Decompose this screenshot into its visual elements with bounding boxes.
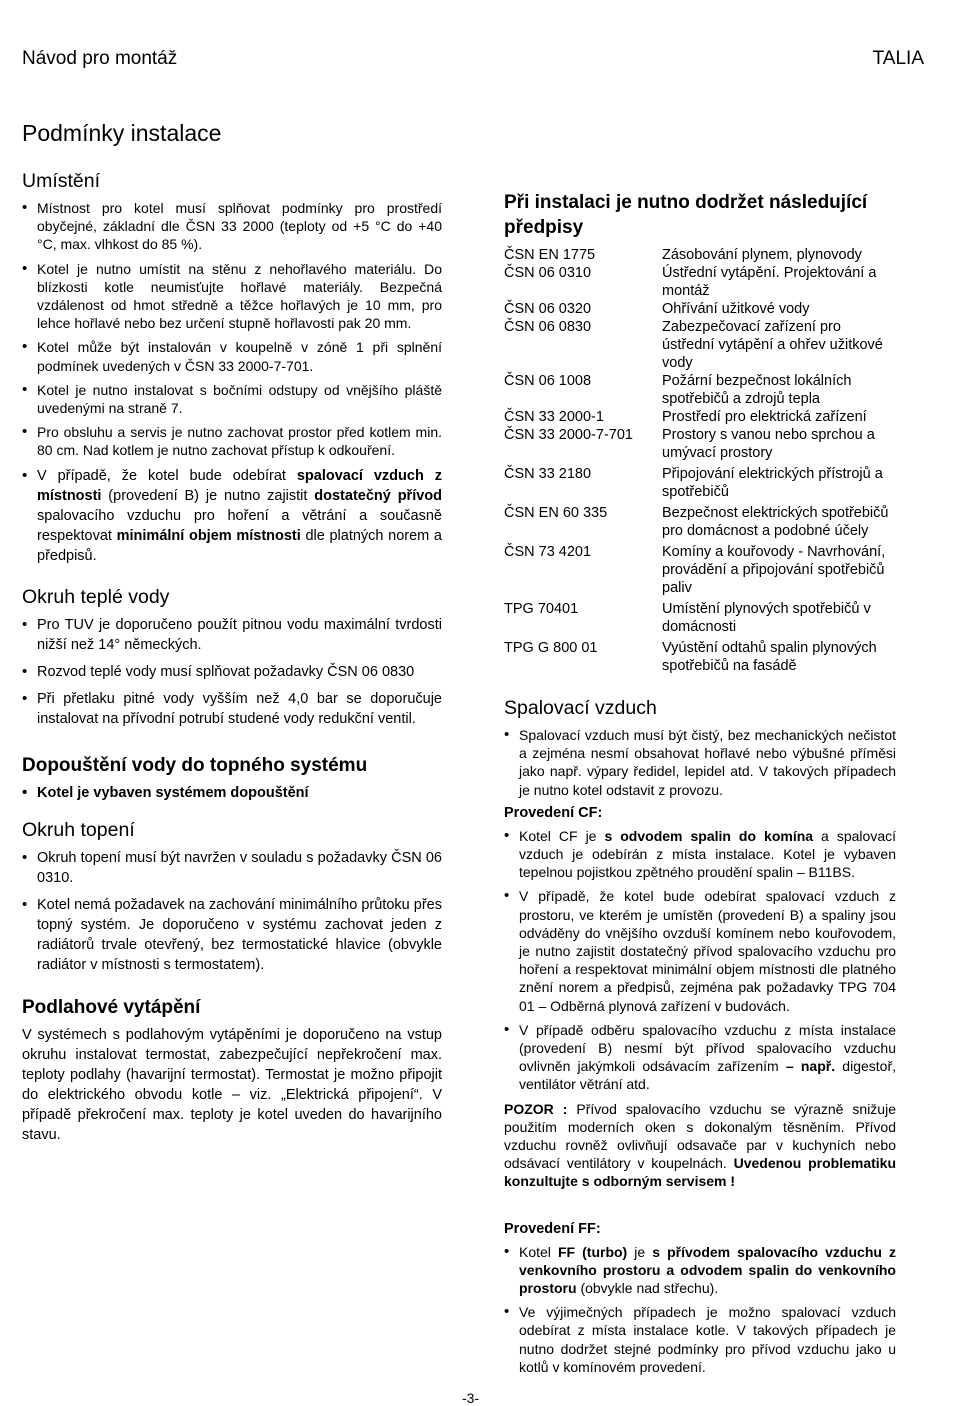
list-item: • V případě, že kotel bude odebírat spalovací vzduch z prostoru, ve kterém je umístěn (provedení B) a spaliny jsou odváděny do vnějšího ovzduší komínem nebo kouřovodem, je nutno zajistit dostatečný přívod spalovacího vzduchu pro hoření a respektovat minimální objem místnosti dle platného znění norem a předpisů, zejména pak požadavky TPG 704 01 – Odběrná plynová zařízení v budovách. <box>504 887 896 1014</box>
norm-desc: Zabezpečovací zařízení pro ústřední vytápění a ohřev užitkové vody <box>662 319 883 371</box>
norm-desc: Bezpečnost elektrických spotřebičů pro domácnost a podobné účely <box>662 505 889 539</box>
list-item: • Kotel je nutno umístit na stěnu z nehořlavého materiálu. Do blízkosti kotle neumisťujte hořlavé materiály. Bezpečná vzdálenost od hmot středně a těžce hořlavých je 10 mm, pro lehce hořlavé nebo bez určení stupně hořlavosti pak 20 mm. <box>22 260 442 333</box>
list-item: • Okruh topení musí být navržen v souladu s požadavky ČSN 06 0310. <box>22 848 442 888</box>
list-item: • Kotel může být instalován v koupelně v zóně 1 při splnění podmínek uvedených v ČSN 33 2000-7-701. <box>22 338 442 374</box>
text: (provedení B) je nutno zajistit <box>101 487 315 504</box>
norm-desc: Prostředí pro elektrická zařízení <box>662 409 867 425</box>
norm-code: ČSN 06 0310 <box>504 265 592 281</box>
list-item: • Místnost pro kotel musí splňovat podmínky pro prostředí obyčejné, základní dle ČSN 33 2000 (teploty od +5 °C do +40 °C, max. vlhkost do 85 %). <box>22 199 442 254</box>
right-column <box>504 190 896 1382</box>
norm-desc: Prostory s vanou nebo sprchou a umývací prostory <box>662 427 875 461</box>
norm-code: ČSN 06 1008 <box>504 373 592 389</box>
header-product-name: TALIA <box>872 48 924 69</box>
list-item: • Spalovací vzduch musí být čistý, bez mechanických nečistot a zejména nesmí obsahovat hořlavé nebo výbušné příměsi jako např. výpary ředidel, lepidel atd. V takových případech je nutno kotel odstavit z provozu. <box>504 726 896 799</box>
dopousteni-heading: Dopouštění vody do topného systému <box>22 754 368 776</box>
umisteni-list <box>22 199 442 460</box>
norm-code: ČSN EN 60 335 <box>504 505 608 521</box>
text: spalovacího vzduchu pro hoření a větrání a současně respektovat <box>37 507 442 544</box>
table-row <box>504 408 896 426</box>
list-item: • Pro obsluhu a servis je nutno zachovat prostor před kotlem min. 80 cm. Nad kotlem je nutno zachovat přístup k odkouření. <box>22 423 442 459</box>
text: dle platných norem a předpisů. <box>37 527 442 564</box>
list-item <box>504 1021 896 1094</box>
dopousteni-list <box>22 783 442 803</box>
emphasis: Uvedenou problematiku konzultujte s odborným servisem ! <box>504 1155 897 1190</box>
emphasis: spalovací vzduch z místnosti <box>37 467 442 504</box>
podlahove-text: V systémech s podlahovým vytápěními je doporučeno na vstup okruhu instalovat termostat, zabezpečující nepřekročení max. teploty podlahy (havarijní termostat). Termostat je možno připojit do elektrického obvodu kotle – viz. „Elektrická připojení“. V případě překročení max. teploty je kotel uveden do havarijního stavu. <box>22 1026 442 1143</box>
emphasis: – např. <box>785 1058 836 1075</box>
norm-code: TPG 70401 <box>504 601 579 617</box>
table-row <box>504 264 896 300</box>
table-row <box>504 501 896 540</box>
emphasis: s odvodem spalin do komína <box>604 827 814 844</box>
list-item: • Kotel nemá požadavek na zachování minimálního průtoku přes topný systém. Je doporučeno v systému zachovat jeden z radiátorů trvale otevřený, bez termostatické hlavice (obvykle radiátor v místnosti s termostatem). <box>22 895 442 975</box>
left-column <box>22 170 442 1145</box>
text: Kotel <box>519 1243 558 1260</box>
list-item <box>504 827 896 882</box>
table-row <box>504 462 896 501</box>
text: je <box>627 1243 653 1260</box>
pozor-note <box>504 1100 896 1191</box>
table-row <box>504 636 896 675</box>
norm-desc: Zásobování plynem, plynovody <box>662 247 862 263</box>
norm-desc: Ústřední vytápění. Projektování a montáž <box>662 265 877 299</box>
norm-code: ČSN 33 2180 <box>504 466 592 482</box>
ff-label: Provedení FF: <box>504 1220 601 1237</box>
text: Kotel CF je <box>519 827 605 844</box>
emphasis: dostatečný přívod <box>314 487 442 504</box>
norm-code: ČSN 06 0830 <box>504 319 592 335</box>
emphasis: FF (turbo) <box>557 1243 628 1260</box>
emphasis: POZOR : <box>504 1100 568 1117</box>
ff-list <box>504 1243 896 1376</box>
list-item: • Při přetlaku pitné vody vyšším než 4,0 bar se doporučuje instalovat na přívodní potrubí studené vody redukční ventil. <box>22 689 442 729</box>
tuv-heading: Okruh teplé vody <box>22 585 170 608</box>
table-row <box>504 318 896 372</box>
normy-table <box>504 246 896 675</box>
table-row <box>504 246 896 264</box>
spalovaci-list <box>504 726 896 799</box>
norm-code: ČSN 06 0320 <box>504 301 592 317</box>
page-number: -3- <box>462 1390 480 1406</box>
norm-desc: Umístění plynových spotřebičů v domácnosti <box>662 601 871 635</box>
umisteni-heading: Umístění <box>22 170 101 192</box>
norm-code: ČSN EN 1775 <box>504 247 596 263</box>
list-item: • Kotel je nutno instalovat s bočními odstupy od vnějšího pláště uvedenými na straně 7. <box>22 381 442 417</box>
norm-code: TPG G 800 01 <box>504 640 598 656</box>
cf-label: Provedení CF: <box>504 804 603 821</box>
list-item: • Pro TUV je doporučeno použít pitnou vodu maximální tvrdosti nižší než 14° německých. <box>22 615 442 655</box>
text: V případě, že kotel bude odebírat <box>37 467 297 484</box>
norm-code: ČSN 33 2000-1 <box>504 409 604 425</box>
header-manual-title: Návod pro montáž <box>22 48 178 69</box>
table-row <box>504 300 896 318</box>
norm-desc: Požární bezpečnost lokálních spotřebičů a zdrojů tepla <box>662 373 852 407</box>
table-row <box>504 372 896 408</box>
emphasis: s přívodem spalovacího vzduchu z venkovního prostoru a odvodem spalin do venkovního prostoru <box>519 1243 896 1297</box>
norm-code: ČSN 33 2000-7-701 <box>504 427 633 443</box>
tuv-list <box>22 615 442 729</box>
spalovaci-heading: Spalovací vzduch <box>504 697 657 719</box>
umisteni-list-extra <box>22 466 442 566</box>
norm-desc: Vyústění odtahů spalin plynových spotřebičů na fasádě <box>662 640 877 674</box>
emphasis: minimální objem místnosti <box>116 527 301 544</box>
text: a spalovací vzduch je odebírán z místa instalace. Kotel je vybaven tepelnou pojistkou zpětného proudění spalin – B11BS. <box>519 827 896 881</box>
list-item: • Ve výjimečných případech je možno spalovací vzduch odebírat z místa instalace kotle. V takových případech je nutno dodržet stejné podmínky pro přívod vzduchu jako u kotlů v komínovém provedení. <box>504 1303 896 1376</box>
podlahove-heading: Podlahové vytápění <box>22 996 201 1018</box>
topeni-heading: Okruh topení <box>22 818 135 841</box>
norm-desc: Komíny a kouřovody - Navrhování, provádění a připojování spotřebičů paliv <box>662 544 886 596</box>
norm-desc: Ohřívání užitkové vody <box>662 301 810 317</box>
list-item: • Kotel je vybaven systémem dopouštění <box>22 783 442 803</box>
table-row <box>504 597 896 636</box>
table-row <box>504 426 896 462</box>
page-title: Podmínky instalace <box>22 120 222 146</box>
list-item <box>504 1243 896 1298</box>
norm-desc: Připojování elektrických přístrojů a spotřebičů <box>662 466 883 500</box>
table-row <box>504 540 896 597</box>
list-item <box>22 466 442 566</box>
text: (obvykle nad střechu). <box>576 1280 719 1297</box>
topeni-list <box>22 848 442 975</box>
norm-code: ČSN 73 4201 <box>504 544 592 560</box>
text: Přívod spalovacího vzduchu se výrazně snižuje použitím moderních oken s dokonalým těsněním. Přívod vzduchu rovněž ovlivňují odsavače par v kuchyních nebo odsávací ventilátory v koupelnách. <box>504 1100 896 1172</box>
list-item: • Rozvod teplé vody musí splňovat požadavky ČSN 06 0830 <box>22 662 442 682</box>
text: V případě odběru spalovacího vzduchu z místa instalace (provedení B) nesmí být přívod spalovacího vzduchu ovlivněn jakýmkoli odsávacím zařízením <box>519 1021 896 1075</box>
text: digestoř, ventilátor větrání atd. <box>519 1058 897 1093</box>
cf-list <box>504 827 896 1094</box>
normy-heading: Při instalaci je nutno dodržet následující předpisy <box>504 192 868 238</box>
